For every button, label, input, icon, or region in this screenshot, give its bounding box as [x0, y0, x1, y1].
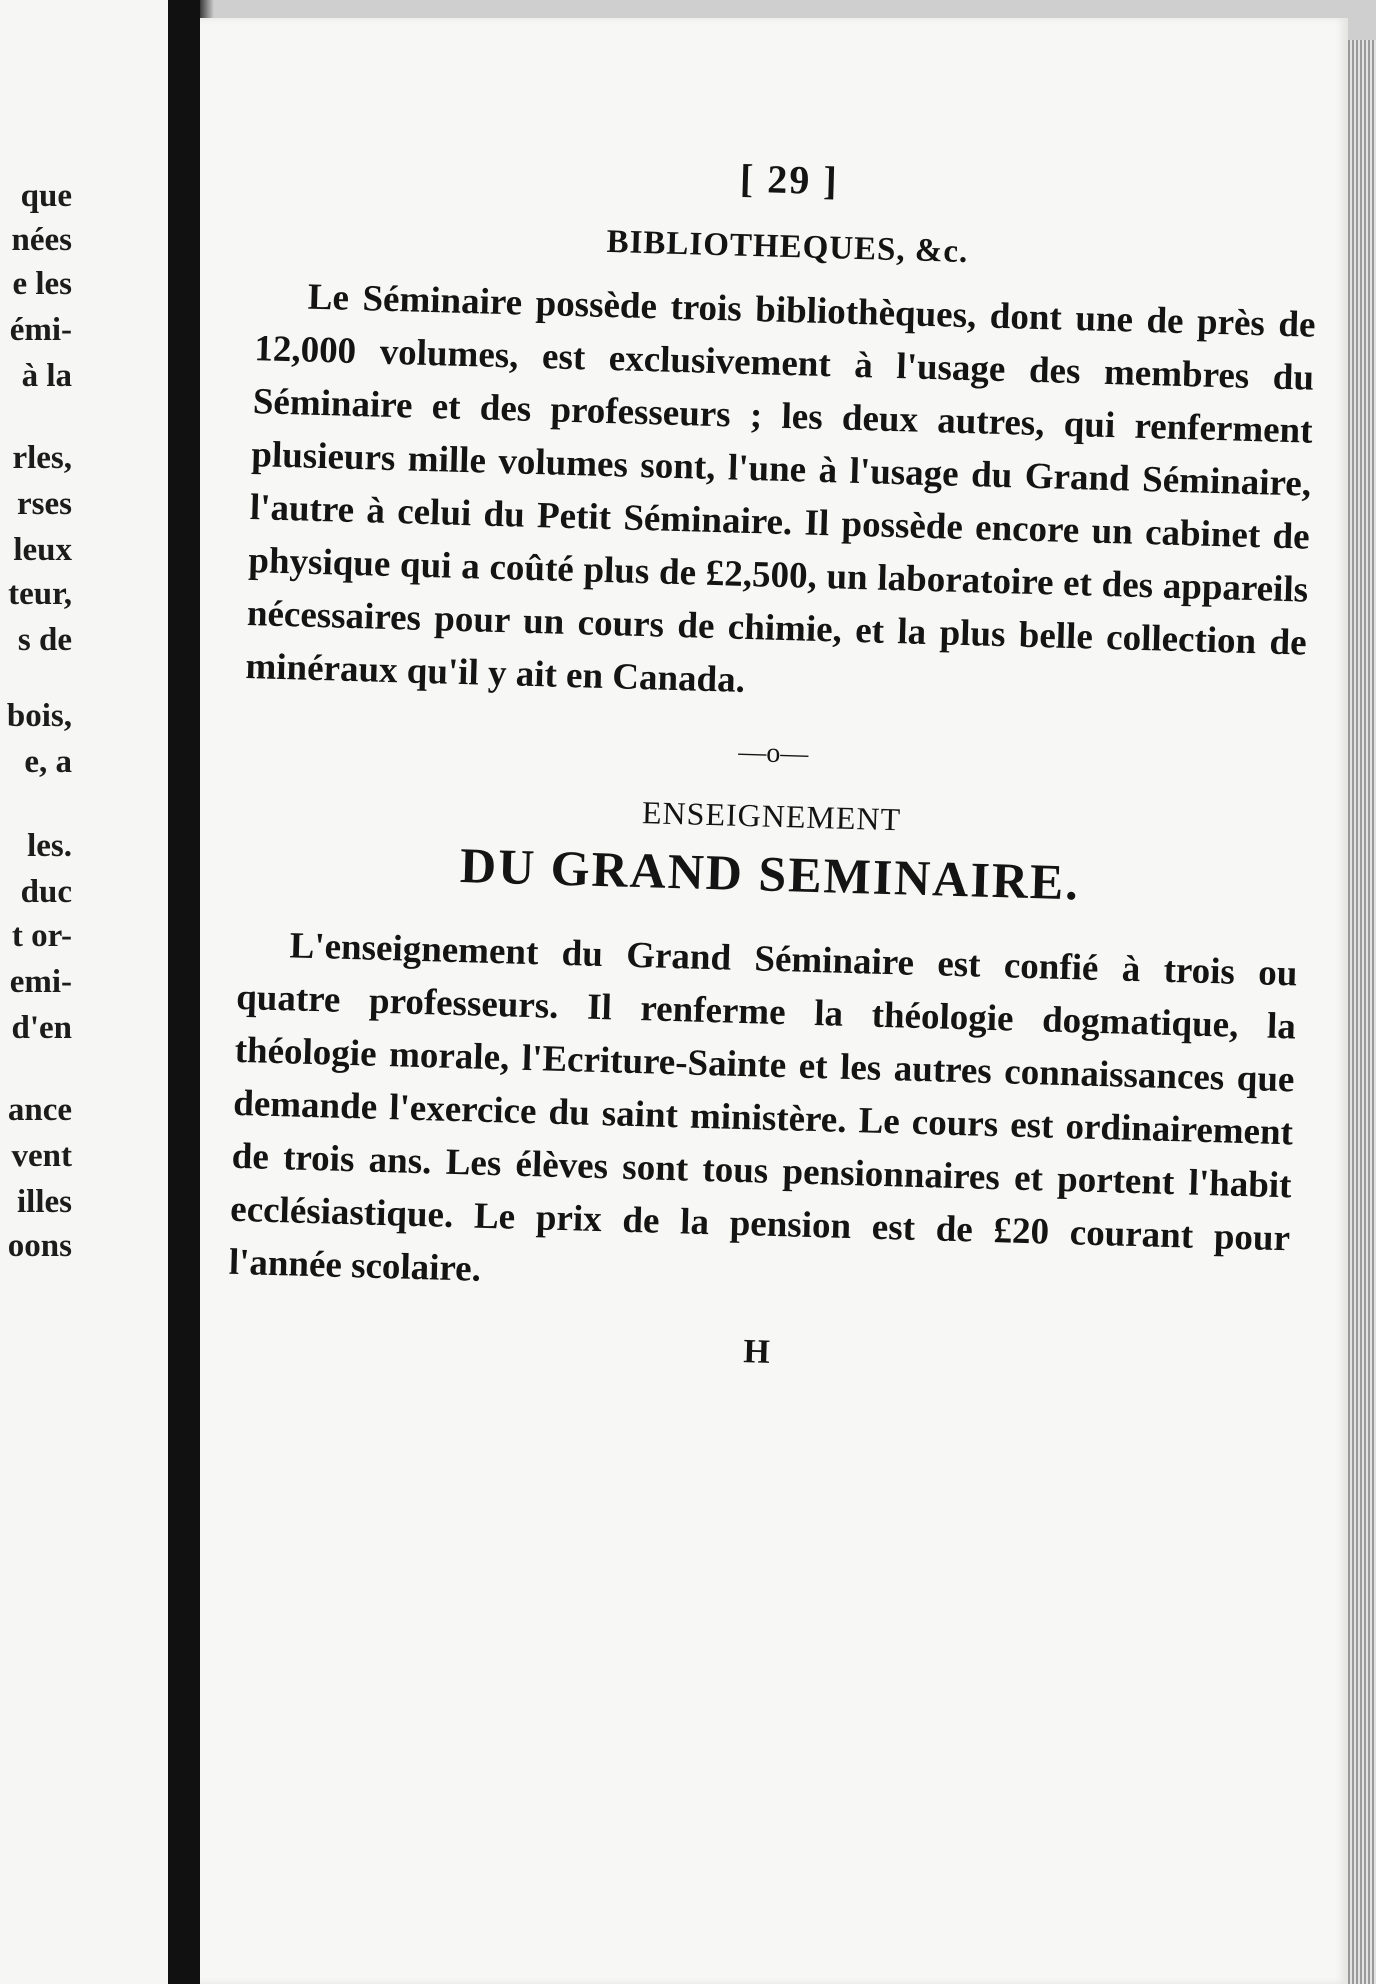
ornament-divider: —o— [737, 736, 809, 770]
left-page-line: nées [11, 222, 72, 258]
page-number: [ 29 ] [739, 155, 840, 204]
left-page-line: rses [17, 486, 72, 522]
left-page-text [0, 0, 168, 1984]
left-page-line: illes [17, 1184, 72, 1220]
left-page-line: émi- [9, 312, 72, 348]
left-page-line: ance [7, 1092, 72, 1128]
left-page-line: à la [21, 358, 72, 394]
right-page [200, 18, 1348, 1984]
left-page-line: s de [17, 622, 72, 658]
left-page-line: e les [12, 266, 72, 302]
left-page-line: les. [27, 828, 72, 864]
left-page-line: leux [13, 532, 72, 568]
left-page-line: emi- [9, 964, 72, 1000]
section-heading-bibliotheques: BIBLIOTHEQUES, &c. [606, 223, 969, 271]
paragraph-enseignement: L'enseignement du Grand Séminaire est confié à trois ou quatre professeurs. Il renferme la théologie dogmatique, la théologie morale, l'Ecriture-Sainte et les autres connaissances que demande l'exercice du saint ministère. Le cours est ordinairement de trois ans. Les élèves sont tous pensionnaires et portent l'habit ecclésiastique. Le prix de la pension est de £20 courant pour l'année scolaire. [228, 925, 1298, 1290]
book-gutter [168, 0, 200, 1984]
left-page-line: e, a [24, 744, 72, 780]
paragraph-bibliotheques: Le Séminaire possède trois bibliothèques, dont une de près de 12,000 volumes, est exclusivement à l'usage des membres du Séminaire et des professeurs ; les deux autres, qui renferment plusieurs mille volumes sont, l'une à l'usage du Grand Séminaire, l'autre à celui du Petit Séminaire. Il possède encore un cabinet de physique qui a coûté plus de £2,500, un laboratoire et des appareils nécessaires pour un cours de chimie, et la plus belle collection de minéraux qu'il y ait en Canada. [244, 276, 1317, 701]
left-page-line: vent [11, 1138, 72, 1174]
left-facing-page [0, 0, 168, 1984]
left-page-line: duc [20, 874, 72, 910]
section-subheading-enseignement: ENSEIGNEMENT [641, 794, 902, 838]
left-page-line: bois, [6, 698, 72, 734]
left-page-line: oons [7, 1228, 72, 1264]
section-heading-grand-seminaire: DU GRAND SEMINAIRE. [459, 837, 1081, 911]
page-content [226, 141, 1320, 1386]
left-page-line: teur, [8, 576, 72, 612]
signature-mark: H [742, 1333, 771, 1371]
left-page-line: que [20, 178, 72, 214]
left-page-line: d'en [11, 1010, 72, 1046]
left-page-line: rles, [12, 440, 72, 476]
page-edge [1348, 40, 1376, 1984]
left-page-line: t or- [11, 918, 72, 954]
